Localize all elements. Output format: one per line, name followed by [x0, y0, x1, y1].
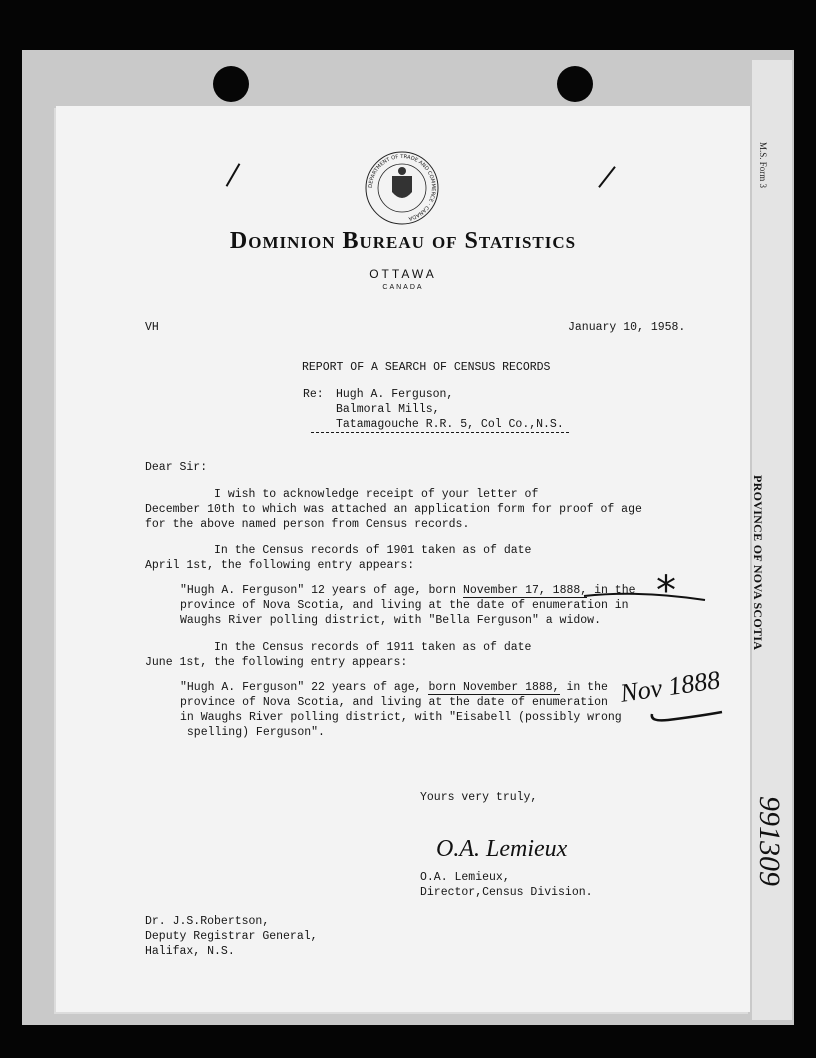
- paragraph-line: April 1st, the following entry appears:: [145, 559, 415, 572]
- paragraph-line: I wish to acknowledge receipt of your letter of: [145, 488, 539, 501]
- census-entry-1901-line: Waughs River polling district, with "Bella Ferguson" a widow.: [180, 614, 601, 627]
- re-name: Hugh A. Ferguson,: [336, 388, 454, 401]
- form-label: M.S. Form 3: [758, 142, 768, 189]
- letterhead-country: CANADA: [382, 284, 424, 291]
- asterisk-mark: *: [656, 568, 676, 614]
- salutation: Dear Sir:: [145, 461, 208, 474]
- signer-name: O.A. Lemieux,: [420, 871, 510, 884]
- pen-stroke: [652, 712, 722, 720]
- underlined-birthdate: born November 1888,: [428, 681, 560, 694]
- paragraph-line: June 1st, the following entry appears:: [145, 656, 408, 669]
- entry-text: "Hugh A. Ferguson" 12 years of age, born: [180, 584, 463, 597]
- entry-text: "Hugh A. Ferguson" 22 years of age,: [180, 681, 429, 694]
- file-number: 991309: [753, 796, 786, 886]
- signature: O.A. Lemieux: [436, 836, 568, 862]
- signer-title: Director,Census Division.: [420, 886, 593, 899]
- recipient-line: Deputy Registrar General,: [145, 930, 318, 943]
- entry-text: in the: [587, 584, 636, 597]
- re-address-line: Balmoral Mills,: [336, 403, 440, 416]
- census-entry-1911-line: province of Nova Scotia, and living at the date of enumeration: [180, 696, 608, 709]
- letter-date: January 10, 1958.: [568, 321, 686, 334]
- province-label: PROVINCE OF NOVA SCOTIA: [751, 475, 765, 651]
- census-entry-1911-line: in Waughs River polling district, with "Eisabell (possibly wrong: [180, 711, 622, 724]
- margin-note: Nov 1888: [618, 665, 722, 708]
- re-address-line: Tatamagouche R.R. 5, Col Co.,N.S.: [336, 418, 564, 431]
- re-label: Re:: [303, 388, 324, 401]
- seal-text: DEPARTMENT OF TRADE AND COMMERCE · CANADA: [367, 153, 437, 222]
- report-heading: REPORT OF A SEARCH OF CENSUS RECORDS: [302, 361, 551, 374]
- underlined-birthdate: November 17, 1888,: [462, 584, 588, 597]
- census-entry-1911-line: spelling) Ferguson".: [180, 726, 325, 739]
- recipient-line: Halifax, N.S.: [145, 945, 235, 958]
- recipient-line: Dr. J.S.Robertson,: [145, 915, 270, 928]
- letterhead-title: Dominion Bureau of Statistics: [229, 228, 577, 254]
- census-entry-1901-line: province of Nova Scotia, and living at the date of enumeration in: [180, 599, 629, 612]
- pen-stroke: [584, 594, 705, 600]
- entry-text: in the: [559, 681, 608, 694]
- paragraph-line: In the Census records of 1911 taken as of date: [145, 641, 532, 654]
- file-initials: VH: [145, 321, 159, 334]
- paragraph-line: for the above named person from Census records.: [145, 518, 470, 531]
- letterhead-city: OTTAWA: [369, 267, 437, 281]
- closing: Yours very truly,: [420, 791, 538, 804]
- paragraph-line: December 10th to which was attached an application form for proof of age: [145, 503, 642, 516]
- paragraph-line: In the Census records of 1901 taken as of date: [145, 544, 532, 557]
